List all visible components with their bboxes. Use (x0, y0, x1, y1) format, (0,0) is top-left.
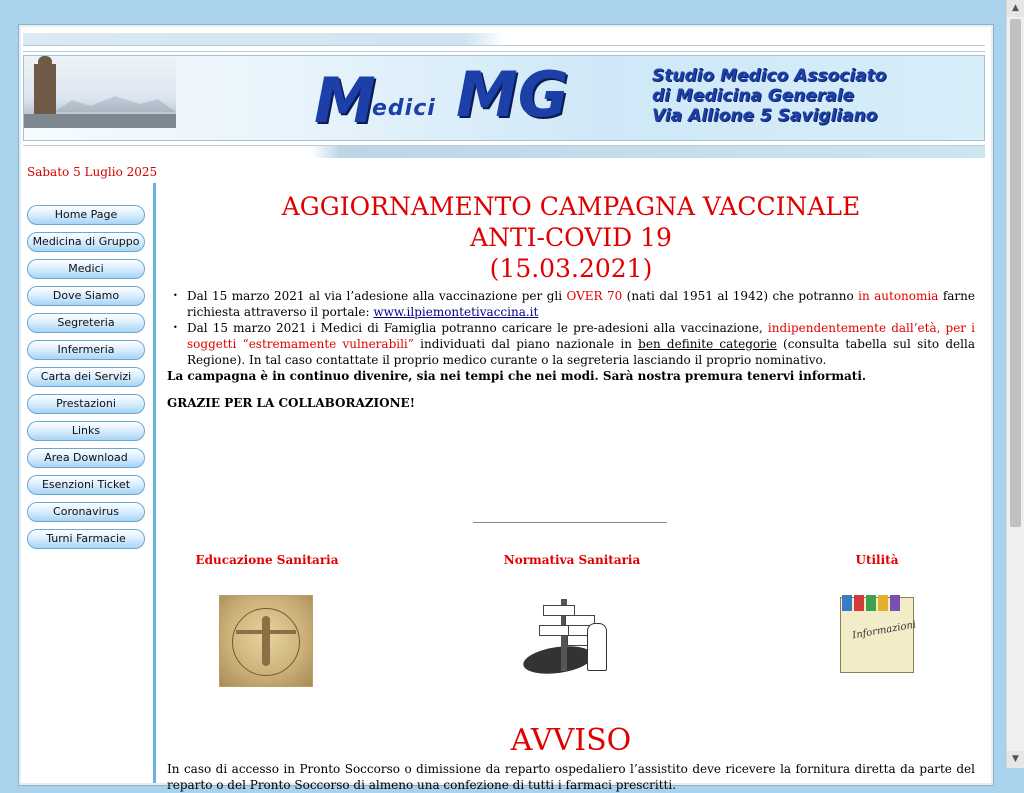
bullet2-text-e: (consulta tabella sul sito della Regione). In tal caso contattate il proprio medico curante o la segreteria lasciando il proprio nominativo. (187, 337, 975, 367)
folder-tab (878, 595, 888, 611)
folder-label: Informazioni (851, 619, 917, 642)
savigliano-photo (24, 56, 176, 128)
normativa-sanitaria-title[interactable]: Normativa Sanitaria (503, 553, 641, 567)
nav-area-download[interactable]: Area Download (27, 448, 145, 468)
folder-tab (866, 595, 876, 611)
signpost-image[interactable] (517, 593, 617, 677)
thanks-note: GRAZIE PER LA COLLABORAZIONE! (167, 396, 415, 410)
studio-line-3: Via Allione 5 Savigliano (652, 106, 878, 126)
page-frame (18, 24, 994, 792)
folder-tab (890, 595, 900, 611)
bullet2-text-a: Dal 15 marzo 2021 i Medici di Famiglia potranno caricare le pre-adesioni alla vaccinazione, (187, 321, 768, 335)
rooftops-graphic (24, 114, 176, 128)
headline-line-3: (15.03.2021) (489, 254, 653, 283)
nav-segreteria[interactable]: Segreteria (27, 313, 145, 333)
nav-links[interactable]: Links (27, 421, 145, 441)
bullet1-text-e: farne richiesta attraverso il portale: (187, 289, 975, 319)
headline (167, 191, 975, 284)
studio-line-2: di Medicina Generale (652, 86, 855, 106)
nav-prestazioni[interactable]: Prestazioni (27, 394, 145, 414)
bullet1-text-c: (nati dal 1951 al 1942) che potranno (622, 289, 859, 303)
informazioni-folder-image[interactable] (834, 595, 918, 675)
bullet1-autonomia: in autonomia (858, 289, 939, 303)
mountains-graphic (54, 92, 176, 112)
bell-tower-graphic (34, 64, 56, 120)
educazione-sanitaria-title[interactable]: Educazione Sanitaria (195, 553, 339, 567)
divider (473, 522, 667, 523)
categorie-link[interactable]: ben definite categorie (638, 337, 777, 351)
nav-medici[interactable]: Medici (27, 259, 145, 279)
bullet2-vulnerabili: indipendentemente dall’età, per i soggetti “estremamente vulnerabili” (187, 321, 975, 351)
vaccine-portal-link[interactable]: www.ilpiemontetivaccina.it (373, 305, 539, 319)
avviso-title: AVVISO (510, 723, 632, 758)
scroll-up-icon[interactable]: ▲ (1007, 0, 1024, 17)
logo-letter-m: M (314, 64, 376, 137)
vertical-scrollbar[interactable] (1006, 0, 1024, 768)
nav-turni-farmacie[interactable]: Turni Farmacie (27, 529, 145, 549)
header-top-band (23, 33, 985, 46)
main-content (167, 183, 975, 792)
studio-info (652, 66, 886, 126)
current-date: Sabato 5 Luglio 2025 (27, 165, 158, 179)
campaign-note: La campagna è in continuo divenire, sia nei tempi che nei modi. Sarà nostra premura tenervi informati. (167, 369, 867, 383)
nav-esenzioni-ticket[interactable]: Esenzioni Ticket (27, 475, 145, 495)
nav-dove-siamo[interactable]: Dove Siamo (27, 286, 145, 306)
utilita-title[interactable]: Utilità (855, 553, 899, 567)
scroll-down-icon[interactable]: ▼ (1007, 751, 1024, 768)
nav-home-page[interactable]: Home Page (27, 205, 145, 225)
folder-tab (842, 595, 852, 611)
signpost-shadow (522, 642, 595, 677)
vitruvian-man-image[interactable] (219, 595, 313, 687)
headline-line-1: AGGIORNAMENTO CAMPAGNA VACCINALE (281, 192, 861, 221)
scrollbar-thumb[interactable] (1010, 19, 1021, 527)
headline-line-2: ANTI-COVID 19 (470, 223, 672, 252)
logo-medici: edici (372, 96, 436, 121)
nav-infermeria[interactable]: Infermeria (27, 340, 145, 360)
nav-medicina-di-gruppo[interactable]: Medicina di Gruppo (27, 232, 145, 252)
nav-coronavirus[interactable]: Coronavirus (27, 502, 145, 522)
sidebar-nav (23, 183, 156, 783)
signpost-person (587, 623, 607, 671)
header-bottom-band (23, 145, 985, 158)
avviso-text: In caso di accesso in Pronto Soccorso o dimissione da reparto ospedaliero l’assistito deve ricevere la fornitura diretta da parte del reparto o del Pronto Soccorso di almeno una confezione di tutti i farmaci prescritti. (167, 762, 975, 792)
header-banner (23, 55, 985, 141)
nav-carta-dei-servizi[interactable]: Carta dei Servizi (27, 367, 145, 387)
vitruvian-body (262, 616, 270, 666)
signpost-sign (539, 625, 569, 636)
bullet-vulnerabili (187, 320, 975, 368)
vaccine-bullets (167, 288, 975, 368)
bullet1-over70: OVER 70 (566, 289, 623, 303)
logo-mg: MG (456, 58, 569, 131)
bullet-over70 (187, 288, 975, 320)
studio-line-1: Studio Medico Associato (652, 66, 887, 86)
folder-tab (854, 595, 864, 611)
bullet1-text-a: Dal 15 marzo 2021 al via l’adesione alla vaccinazione per gli (187, 289, 567, 303)
medici-mg-logo[interactable] (314, 54, 614, 144)
bullet2-text-c: individuati dal piano nazionale in (413, 337, 639, 351)
